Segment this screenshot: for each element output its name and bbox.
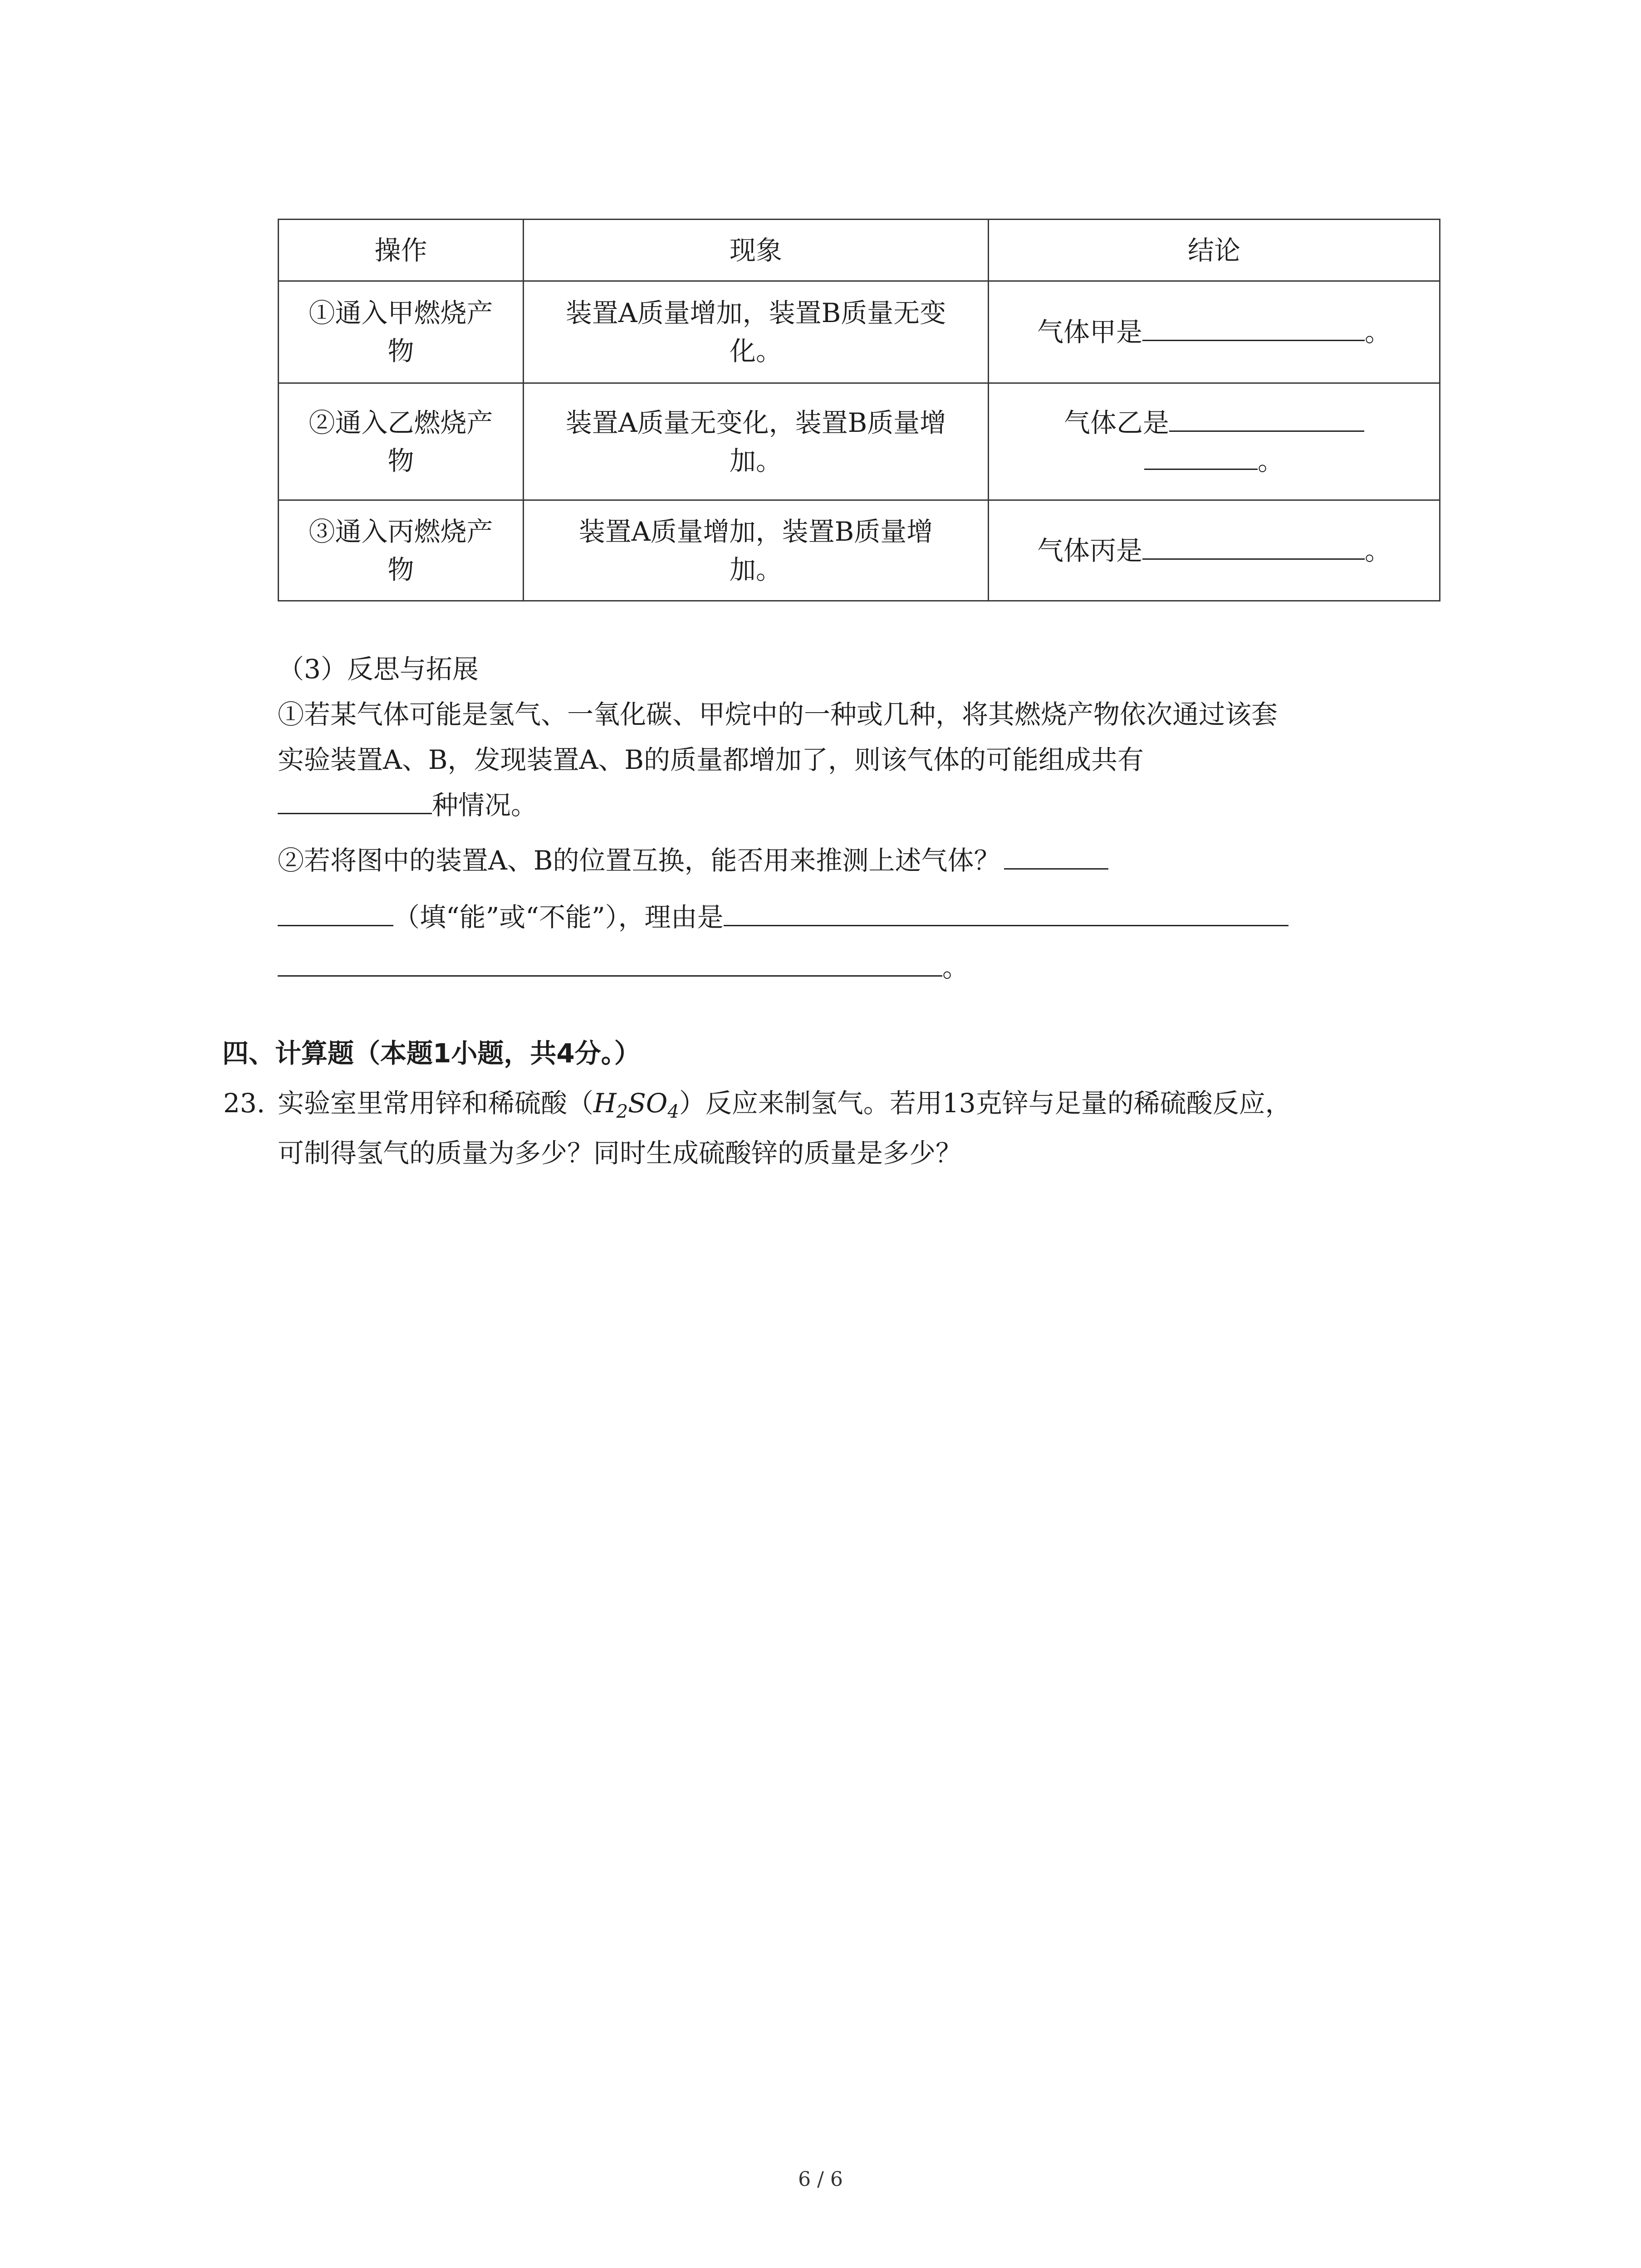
answer-blank[interactable] [1169,430,1364,432]
reason-blank[interactable] [278,975,942,977]
question-23-line-1: 实验室里常用锌和稀硫酸$(H_2SO_4)$反应来制氢气。若用13克锌与足量的稀硫酸反应， [278,1088,1292,1122]
answer-blank[interactable] [278,924,393,926]
phenomenon-cell: 装置A质量增加，装置B质量增 加。 [524,500,989,601]
question-1-line-2: 实验装置A、B，发现装置A、B的质量都增加了，则该气体的可能组成共有 [278,744,1144,775]
operation-cell: ③通入丙燃烧产 物 [279,500,524,601]
answer-blank[interactable] [1142,558,1365,560]
header-conclusion: 结论 [989,220,1440,281]
operation-cell: ②通入乙燃烧产 物 [279,383,524,500]
table-header-row [279,220,1440,281]
experiment-table [278,219,1440,601]
answer-blank[interactable] [1004,868,1108,870]
phenomenon-cell: 装置A质量增加，装置B质量无变 化。 [524,281,989,383]
question-2-line-2: （填“能”或“不能”），理由是 [278,899,1288,935]
table-row [279,383,1440,500]
header-phenomenon: 现象 [524,220,989,281]
reason-blank[interactable] [724,924,1288,926]
answer-blank[interactable] [1144,468,1258,470]
question-1-line-1: ①若某气体可能是氢气、一氧化碳、甲烷中的一种或几种，将其燃烧产物依次通过该套 [278,699,1278,730]
question-2-line-3: 。 [278,949,969,986]
page-number: 6 / 6 [798,2168,843,2191]
operation-cell: ①通入甲燃烧产 物 [279,281,524,383]
conclusion-cell: 气体甲是 。 [989,281,1440,383]
formula-h2so4: $H_2SO_4$ [593,1088,679,1122]
question-23-line-2: 可制得氢气的质量为多少？同时生成硫酸锌的质量是多少？ [278,1138,962,1168]
question-1-line-3: 种情况。 [278,787,537,823]
question-2-line-1: ②若将图中的装置A、B的位置互换，能否用来推测上述气体？ [278,842,1108,879]
table-row [279,500,1440,601]
answer-blank[interactable] [278,812,432,814]
conclusion-cell: 气体乙是 。 [989,383,1440,500]
table-row [279,281,1440,383]
phenomenon-cell: 装置A质量无变化，装置B质量增 加。 [524,383,989,500]
header-operation: 操作 [279,220,524,281]
answer-blank[interactable] [1142,339,1365,341]
reflection-heading: （3）反思与拓展 [278,654,479,684]
section-title: 四、计算题（本题1小题，共4分。） [222,1038,641,1069]
conclusion-cell: 气体丙是 。 [989,500,1440,601]
question-number: 23. [223,1088,265,1119]
